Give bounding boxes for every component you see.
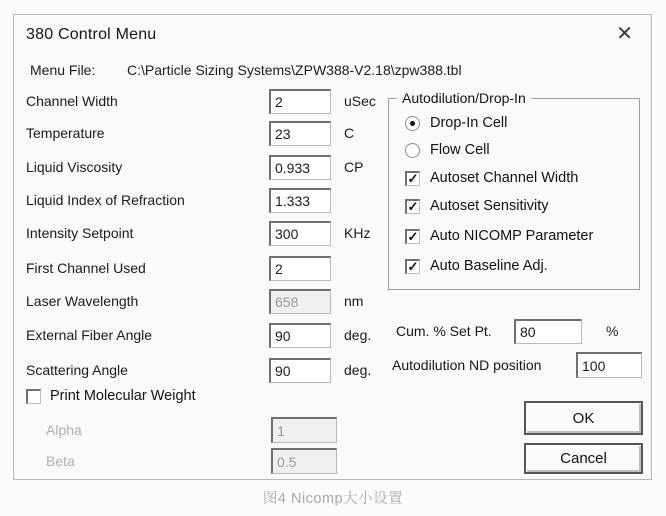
cum-set-point-unit: % xyxy=(606,323,619,339)
radio-selected-icon xyxy=(405,116,420,131)
groupbox-title: Autodilution/Drop-In xyxy=(397,90,531,106)
ok-button[interactable]: OK xyxy=(524,401,643,435)
nd-position-label: Autodilution ND position xyxy=(392,357,542,373)
print-molecular-weight-checkbox[interactable] xyxy=(26,387,196,405)
alpha-label: Alpha xyxy=(46,422,82,438)
field-row-external-fiber-angle xyxy=(14,323,384,348)
field-label: Scattering Angle xyxy=(26,362,128,378)
radio-label: Drop-In Cell xyxy=(430,115,508,131)
field-row-refraction-index xyxy=(14,188,384,213)
field-row-scattering-angle xyxy=(14,358,384,383)
checkbox-autoset-channel-width[interactable] xyxy=(405,168,578,188)
field-label: External Fiber Angle xyxy=(26,327,153,343)
channel-width-input[interactable] xyxy=(269,89,331,114)
external-fiber-angle-input[interactable] xyxy=(269,323,331,348)
field-row-temperature xyxy=(14,121,384,146)
field-label: Intensity Setpoint xyxy=(26,225,134,241)
field-unit: deg. xyxy=(344,327,372,343)
cum-set-point-input[interactable] xyxy=(514,319,582,344)
refraction-index-input[interactable] xyxy=(269,188,331,213)
checkbox-label: Autoset Sensitivity xyxy=(430,198,549,214)
liquid-viscosity-input[interactable] xyxy=(269,155,331,180)
field-row-intensity-setpoint xyxy=(14,221,384,246)
field-row-first-channel xyxy=(14,256,384,281)
beta-input xyxy=(271,448,337,474)
intensity-setpoint-input[interactable] xyxy=(269,221,331,246)
checkbox-label: Auto Baseline Adj. xyxy=(430,258,548,274)
field-row-liquid-viscosity xyxy=(14,155,384,180)
autodilution-groupbox xyxy=(388,90,640,290)
print-molecular-weight-label: Print Molecular Weight xyxy=(50,388,196,404)
menu-file-row xyxy=(30,62,462,78)
radio-label: Flow Cell xyxy=(430,142,490,158)
alpha-input xyxy=(271,417,337,443)
nd-position-input[interactable] xyxy=(576,352,642,378)
checkbox-checked-icon: ✓ xyxy=(405,259,420,274)
field-unit: deg. xyxy=(344,362,372,378)
checkbox-auto-baseline-adj[interactable] xyxy=(405,256,548,276)
close-icon[interactable]: ✕ xyxy=(616,23,633,45)
menu-file-path: C:\Particle Sizing Systems\ZPW388-V2.18\zpw388.tbl xyxy=(127,62,462,78)
checkbox-autoset-sensitivity[interactable] xyxy=(405,196,548,216)
checkbox-checked-icon: ✓ xyxy=(405,171,420,186)
field-unit: uSec xyxy=(344,93,376,109)
dialog-title: 380 Control Menu xyxy=(26,26,157,43)
figure-caption: 图4 Nicomp大小设置 xyxy=(262,491,404,507)
temperature-input[interactable] xyxy=(269,121,331,146)
field-label: Liquid Viscosity xyxy=(26,159,123,175)
checkbox-icon xyxy=(26,389,41,404)
cancel-button[interactable]: Cancel xyxy=(524,443,643,474)
radio-drop-in-cell[interactable] xyxy=(405,113,507,133)
checkbox-checked-icon: ✓ xyxy=(405,199,420,214)
checkbox-label: Autoset Channel Width xyxy=(430,170,579,186)
radio-unselected-icon xyxy=(405,143,420,158)
beta-field xyxy=(271,448,337,474)
checkbox-checked-icon: ✓ xyxy=(405,229,420,244)
scattering-angle-input[interactable] xyxy=(269,358,331,383)
checkbox-auto-nicomp-parameter[interactable] xyxy=(405,226,593,246)
field-unit: CP xyxy=(344,159,364,175)
radio-flow-cell[interactable] xyxy=(405,140,490,160)
field-label: Laser Wavelength xyxy=(26,293,139,309)
field-unit: KHz xyxy=(344,225,371,241)
alpha-field xyxy=(271,417,337,443)
control-menu-dialog xyxy=(13,14,652,480)
field-unit: C xyxy=(344,125,355,141)
field-label: Liquid Index of Refraction xyxy=(26,192,185,208)
first-channel-input[interactable] xyxy=(269,256,331,281)
beta-label: Beta xyxy=(46,453,75,469)
checkbox-label: Auto NICOMP Parameter xyxy=(430,228,594,244)
field-label: Channel Width xyxy=(26,93,118,109)
field-label: First Channel Used xyxy=(26,260,146,276)
laser-wavelength-input xyxy=(269,289,331,314)
menu-file-label: Menu File: xyxy=(30,62,96,78)
field-label: Temperature xyxy=(26,125,105,141)
field-unit: nm xyxy=(344,293,364,309)
cum-set-point-label: Cum. % Set Pt. xyxy=(396,323,492,339)
field-row-channel-width xyxy=(14,89,384,114)
field-row-laser-wavelength xyxy=(14,289,384,314)
